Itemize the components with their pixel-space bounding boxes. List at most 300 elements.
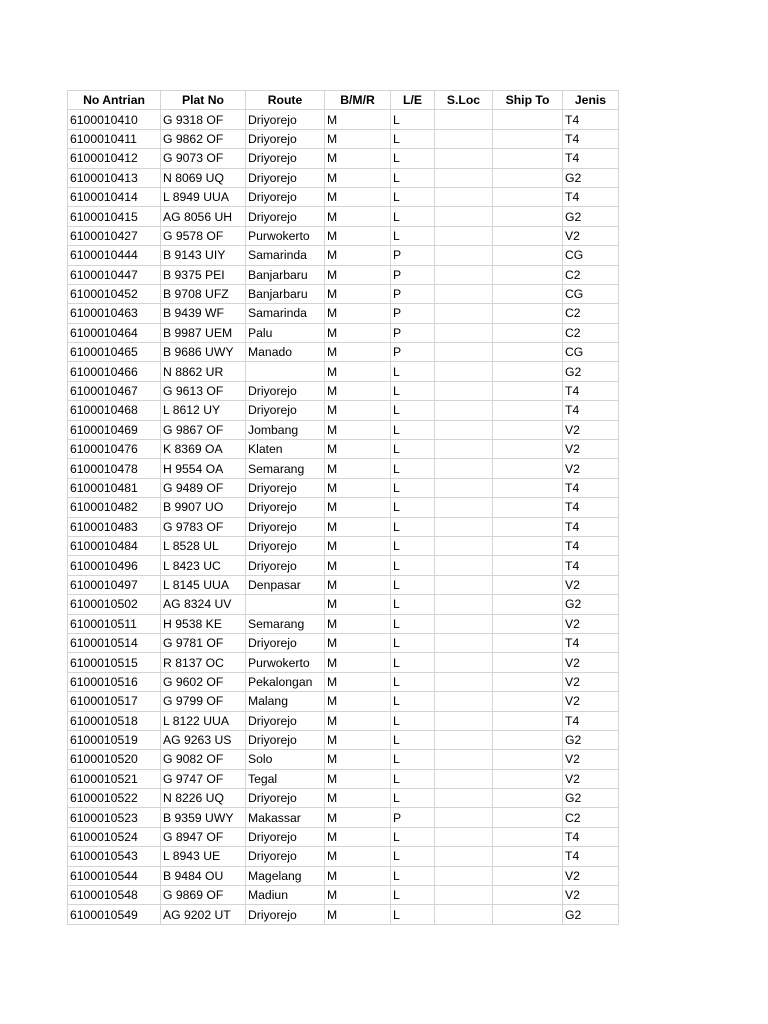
- route-cell: Banjarbaru: [246, 284, 325, 303]
- sloc-cell: [435, 459, 493, 478]
- ship-to-cell: [493, 149, 563, 168]
- table-row: [68, 905, 619, 924]
- sloc-cell: [435, 692, 493, 711]
- queue-number-cell: 6100010465: [68, 343, 161, 362]
- queue-number-cell: 6100010412: [68, 149, 161, 168]
- le-cell: L: [391, 168, 435, 187]
- table-row: [68, 362, 619, 381]
- route-cell: Magelang: [246, 866, 325, 885]
- queue-number-cell: 6100010413: [68, 168, 161, 187]
- plate-number-cell: G 9869 OF: [161, 886, 246, 905]
- bmr-cell: M: [325, 207, 391, 226]
- plate-number-cell: B 9439 WF: [161, 304, 246, 323]
- header-row: [68, 91, 619, 110]
- sloc-cell: [435, 149, 493, 168]
- jenis-cell: G2: [563, 905, 619, 924]
- bmr-cell: M: [325, 847, 391, 866]
- plate-number-cell: B 9484 OU: [161, 866, 246, 885]
- route-cell: Makassar: [246, 808, 325, 827]
- route-cell: Pekalongan: [246, 672, 325, 691]
- table-row: [68, 575, 619, 594]
- sloc-cell: [435, 905, 493, 924]
- route-cell: Semarang: [246, 614, 325, 633]
- route-cell: Driyorejo: [246, 168, 325, 187]
- queue-number-cell: 6100010497: [68, 575, 161, 594]
- sloc-cell: [435, 246, 493, 265]
- bmr-cell: M: [325, 750, 391, 769]
- plate-number-cell: L 8145 UUA: [161, 575, 246, 594]
- jenis-cell: T4: [563, 517, 619, 536]
- table-row: [68, 789, 619, 808]
- jenis-cell: G2: [563, 789, 619, 808]
- table-row: [68, 110, 619, 129]
- sloc-cell: [435, 323, 493, 342]
- route-cell: Samarinda: [246, 246, 325, 265]
- table-row: [68, 265, 619, 284]
- ship-to-cell: [493, 459, 563, 478]
- le-cell: L: [391, 381, 435, 400]
- bmr-cell: M: [325, 362, 391, 381]
- table-row: [68, 556, 619, 575]
- sloc-cell: [435, 595, 493, 614]
- ship-to-cell: [493, 381, 563, 400]
- route-cell: Driyorejo: [246, 401, 325, 420]
- table-row: [68, 808, 619, 827]
- route-cell: Driyorejo: [246, 517, 325, 536]
- le-cell: P: [391, 265, 435, 284]
- plate-number-cell: G 9783 OF: [161, 517, 246, 536]
- queue-number-cell: 6100010482: [68, 498, 161, 517]
- sloc-cell: [435, 536, 493, 555]
- jenis-cell: T4: [563, 633, 619, 652]
- ship-to-cell: [493, 866, 563, 885]
- jenis-cell: T4: [563, 478, 619, 497]
- route-cell: Purwokerto: [246, 653, 325, 672]
- ship-to-cell: [493, 478, 563, 497]
- sloc-cell: [435, 284, 493, 303]
- le-cell: L: [391, 614, 435, 633]
- ship-to-cell: [493, 265, 563, 284]
- plate-number-cell: L 8528 UL: [161, 536, 246, 555]
- le-cell: L: [391, 440, 435, 459]
- sloc-cell: [435, 381, 493, 400]
- bmr-cell: M: [325, 692, 391, 711]
- le-cell: L: [391, 362, 435, 381]
- table-row: [68, 711, 619, 730]
- plate-number-cell: G 9082 OF: [161, 750, 246, 769]
- bmr-cell: M: [325, 711, 391, 730]
- plate-number-cell: N 8862 UR: [161, 362, 246, 381]
- bmr-cell: M: [325, 284, 391, 303]
- le-cell: L: [391, 866, 435, 885]
- bmr-cell: M: [325, 827, 391, 846]
- le-cell: L: [391, 459, 435, 478]
- sloc-cell: [435, 304, 493, 323]
- queue-number-cell: 6100010514: [68, 633, 161, 652]
- le-cell: P: [391, 323, 435, 342]
- plate-number-cell: R 8137 OC: [161, 653, 246, 672]
- route-cell: Driyorejo: [246, 556, 325, 575]
- sloc-cell: [435, 672, 493, 691]
- jenis-cell: T4: [563, 110, 619, 129]
- sloc-cell: [435, 750, 493, 769]
- bmr-cell: M: [325, 440, 391, 459]
- route-cell: Driyorejo: [246, 149, 325, 168]
- route-cell: Semarang: [246, 459, 325, 478]
- table-row: [68, 207, 619, 226]
- jenis-cell: T4: [563, 847, 619, 866]
- queue-number-cell: 6100010464: [68, 323, 161, 342]
- route-cell: Madiun: [246, 886, 325, 905]
- sloc-cell: [435, 420, 493, 439]
- plate-number-cell: H 9554 OA: [161, 459, 246, 478]
- bmr-cell: M: [325, 110, 391, 129]
- column-header-bmr: B/M/R: [325, 91, 391, 110]
- le-cell: L: [391, 595, 435, 614]
- le-cell: L: [391, 672, 435, 691]
- ship-to-cell: [493, 711, 563, 730]
- le-cell: L: [391, 187, 435, 206]
- sloc-cell: [435, 711, 493, 730]
- plate-number-cell: B 9987 UEM: [161, 323, 246, 342]
- ship-to-cell: [493, 498, 563, 517]
- le-cell: L: [391, 556, 435, 575]
- jenis-cell: CG: [563, 284, 619, 303]
- route-cell: Samarinda: [246, 304, 325, 323]
- bmr-cell: M: [325, 653, 391, 672]
- le-cell: L: [391, 517, 435, 536]
- table-row: [68, 129, 619, 148]
- queue-number-cell: 6100010414: [68, 187, 161, 206]
- sloc-cell: [435, 498, 493, 517]
- jenis-cell: G2: [563, 595, 619, 614]
- plate-number-cell: G 9318 OF: [161, 110, 246, 129]
- plate-number-cell: L 8612 UY: [161, 401, 246, 420]
- queue-number-cell: 6100010411: [68, 129, 161, 148]
- le-cell: L: [391, 847, 435, 866]
- sloc-cell: [435, 633, 493, 652]
- queue-number-cell: 6100010415: [68, 207, 161, 226]
- bmr-cell: M: [325, 401, 391, 420]
- queue-number-cell: 6100010468: [68, 401, 161, 420]
- jenis-cell: T4: [563, 129, 619, 148]
- bmr-cell: M: [325, 420, 391, 439]
- bmr-cell: M: [325, 498, 391, 517]
- ship-to-cell: [493, 187, 563, 206]
- le-cell: P: [391, 246, 435, 265]
- jenis-cell: V2: [563, 750, 619, 769]
- column-header-jenis: Jenis: [563, 91, 619, 110]
- route-cell: Malang: [246, 692, 325, 711]
- sloc-cell: [435, 808, 493, 827]
- bmr-cell: M: [325, 149, 391, 168]
- table-row: [68, 498, 619, 517]
- le-cell: L: [391, 129, 435, 148]
- sloc-cell: [435, 827, 493, 846]
- queue-number-cell: 6100010484: [68, 536, 161, 555]
- table-row: [68, 149, 619, 168]
- bmr-cell: M: [325, 672, 391, 691]
- queue-number-cell: 6100010524: [68, 827, 161, 846]
- table-row: [68, 246, 619, 265]
- ship-to-cell: [493, 614, 563, 633]
- le-cell: L: [391, 730, 435, 749]
- jenis-cell: V2: [563, 866, 619, 885]
- queue-number-cell: 6100010466: [68, 362, 161, 381]
- route-cell: Driyorejo: [246, 711, 325, 730]
- le-cell: L: [391, 478, 435, 497]
- route-cell: Tegal: [246, 769, 325, 788]
- plate-number-cell: AG 9263 US: [161, 730, 246, 749]
- jenis-cell: T4: [563, 149, 619, 168]
- sloc-cell: [435, 575, 493, 594]
- sloc-cell: [435, 226, 493, 245]
- sloc-cell: [435, 265, 493, 284]
- le-cell: L: [391, 207, 435, 226]
- table-row: [68, 401, 619, 420]
- jenis-cell: T4: [563, 536, 619, 555]
- route-cell: Manado: [246, 343, 325, 362]
- plate-number-cell: G 9781 OF: [161, 633, 246, 652]
- ship-to-cell: [493, 401, 563, 420]
- ship-to-cell: [493, 808, 563, 827]
- le-cell: L: [391, 536, 435, 555]
- bmr-cell: M: [325, 246, 391, 265]
- plate-number-cell: K 8369 OA: [161, 440, 246, 459]
- jenis-cell: T4: [563, 498, 619, 517]
- queue-number-cell: 6100010518: [68, 711, 161, 730]
- jenis-cell: G2: [563, 730, 619, 749]
- jenis-cell: T4: [563, 711, 619, 730]
- plate-number-cell: N 8226 UQ: [161, 789, 246, 808]
- sloc-cell: [435, 401, 493, 420]
- route-cell: Driyorejo: [246, 498, 325, 517]
- jenis-cell: V2: [563, 440, 619, 459]
- sloc-cell: [435, 614, 493, 633]
- route-cell: Driyorejo: [246, 478, 325, 497]
- queue-number-cell: 6100010520: [68, 750, 161, 769]
- jenis-cell: C2: [563, 808, 619, 827]
- plate-number-cell: AG 9202 UT: [161, 905, 246, 924]
- column-header-sloc: S.Loc: [435, 91, 493, 110]
- jenis-cell: G2: [563, 207, 619, 226]
- plate-number-cell: L 8423 UC: [161, 556, 246, 575]
- sloc-cell: [435, 168, 493, 187]
- plate-number-cell: L 8122 UUA: [161, 711, 246, 730]
- ship-to-cell: [493, 769, 563, 788]
- plate-number-cell: B 9907 UO: [161, 498, 246, 517]
- queue-number-cell: 6100010549: [68, 905, 161, 924]
- ship-to-cell: [493, 129, 563, 148]
- jenis-cell: V2: [563, 614, 619, 633]
- table-row: [68, 440, 619, 459]
- jenis-cell: V2: [563, 692, 619, 711]
- bmr-cell: M: [325, 168, 391, 187]
- queue-number-cell: 6100010516: [68, 672, 161, 691]
- jenis-cell: V2: [563, 226, 619, 245]
- route-cell: Klaten: [246, 440, 325, 459]
- column-header-le: L/E: [391, 91, 435, 110]
- ship-to-cell: [493, 575, 563, 594]
- le-cell: L: [391, 498, 435, 517]
- queue-number-cell: 6100010444: [68, 246, 161, 265]
- ship-to-cell: [493, 343, 563, 362]
- jenis-cell: V2: [563, 459, 619, 478]
- route-cell: Driyorejo: [246, 536, 325, 555]
- jenis-cell: T4: [563, 187, 619, 206]
- jenis-cell: C2: [563, 265, 619, 284]
- plate-number-cell: G 9489 OF: [161, 478, 246, 497]
- le-cell: L: [391, 750, 435, 769]
- ship-to-cell: [493, 226, 563, 245]
- table-row: [68, 420, 619, 439]
- table-row: [68, 827, 619, 846]
- table-body: [68, 110, 619, 924]
- sloc-cell: [435, 478, 493, 497]
- table-row: [68, 633, 619, 652]
- queue-number-cell: 6100010476: [68, 440, 161, 459]
- plate-number-cell: L 8949 UUA: [161, 187, 246, 206]
- jenis-cell: V2: [563, 886, 619, 905]
- ship-to-cell: [493, 672, 563, 691]
- route-cell: [246, 362, 325, 381]
- table-row: [68, 886, 619, 905]
- queue-number-cell: 6100010511: [68, 614, 161, 633]
- ship-to-cell: [493, 362, 563, 381]
- bmr-cell: M: [325, 595, 391, 614]
- plate-number-cell: B 9375 PEI: [161, 265, 246, 284]
- queue-number-cell: 6100010469: [68, 420, 161, 439]
- le-cell: P: [391, 808, 435, 827]
- sloc-cell: [435, 769, 493, 788]
- plate-number-cell: L 8943 UE: [161, 847, 246, 866]
- ship-to-cell: [493, 827, 563, 846]
- queue-number-cell: 6100010447: [68, 265, 161, 284]
- column-header-plat-no: Plat No: [161, 91, 246, 110]
- ship-to-cell: [493, 750, 563, 769]
- plate-number-cell: G 9747 OF: [161, 769, 246, 788]
- ship-to-cell: [493, 246, 563, 265]
- plate-number-cell: B 9359 UWY: [161, 808, 246, 827]
- route-cell: Purwokerto: [246, 226, 325, 245]
- sloc-cell: [435, 440, 493, 459]
- route-cell: Jombang: [246, 420, 325, 439]
- route-cell: Driyorejo: [246, 847, 325, 866]
- jenis-cell: CG: [563, 246, 619, 265]
- queue-number-cell: 6100010523: [68, 808, 161, 827]
- queue-number-cell: 6100010522: [68, 789, 161, 808]
- le-cell: P: [391, 304, 435, 323]
- plate-number-cell: B 9686 UWY: [161, 343, 246, 362]
- bmr-cell: M: [325, 866, 391, 885]
- le-cell: L: [391, 827, 435, 846]
- plate-number-cell: G 9862 OF: [161, 129, 246, 148]
- column-header-ship-to: Ship To: [493, 91, 563, 110]
- plate-number-cell: G 9613 OF: [161, 381, 246, 400]
- bmr-cell: M: [325, 381, 391, 400]
- jenis-cell: V2: [563, 672, 619, 691]
- le-cell: L: [391, 226, 435, 245]
- sloc-cell: [435, 556, 493, 575]
- jenis-cell: V2: [563, 769, 619, 788]
- table-row: [68, 730, 619, 749]
- queue-number-cell: 6100010481: [68, 478, 161, 497]
- queue-number-cell: 6100010478: [68, 459, 161, 478]
- route-cell: Denpasar: [246, 575, 325, 594]
- ship-to-cell: [493, 556, 563, 575]
- le-cell: L: [391, 401, 435, 420]
- ship-to-cell: [493, 323, 563, 342]
- table-row: [68, 381, 619, 400]
- queue-number-cell: 6100010410: [68, 110, 161, 129]
- table-row: [68, 595, 619, 614]
- route-cell: Palu: [246, 323, 325, 342]
- le-cell: L: [391, 711, 435, 730]
- le-cell: L: [391, 886, 435, 905]
- ship-to-cell: [493, 440, 563, 459]
- ship-to-cell: [493, 886, 563, 905]
- queue-number-cell: 6100010517: [68, 692, 161, 711]
- ship-to-cell: [493, 730, 563, 749]
- queue-number-cell: 6100010515: [68, 653, 161, 672]
- table-row: [68, 187, 619, 206]
- plate-number-cell: AG 8324 UV: [161, 595, 246, 614]
- sloc-cell: [435, 343, 493, 362]
- table-row: [68, 769, 619, 788]
- route-cell: Driyorejo: [246, 789, 325, 808]
- ship-to-cell: [493, 789, 563, 808]
- table-row: [68, 672, 619, 691]
- bmr-cell: M: [325, 556, 391, 575]
- jenis-cell: T4: [563, 827, 619, 846]
- bmr-cell: M: [325, 323, 391, 342]
- table-row: [68, 323, 619, 342]
- route-cell: Driyorejo: [246, 633, 325, 652]
- ship-to-cell: [493, 284, 563, 303]
- route-cell: Driyorejo: [246, 827, 325, 846]
- route-cell: Driyorejo: [246, 381, 325, 400]
- table-row: [68, 866, 619, 885]
- plate-number-cell: G 9867 OF: [161, 420, 246, 439]
- queue-number-cell: 6100010519: [68, 730, 161, 749]
- sloc-cell: [435, 517, 493, 536]
- bmr-cell: M: [325, 517, 391, 536]
- plate-number-cell: G 9073 OF: [161, 149, 246, 168]
- sloc-cell: [435, 866, 493, 885]
- table-row: [68, 536, 619, 555]
- sloc-cell: [435, 187, 493, 206]
- route-cell: Banjarbaru: [246, 265, 325, 284]
- plate-number-cell: H 9538 KE: [161, 614, 246, 633]
- ship-to-cell: [493, 168, 563, 187]
- le-cell: P: [391, 343, 435, 362]
- table-row: [68, 692, 619, 711]
- route-cell: Driyorejo: [246, 129, 325, 148]
- table-row: [68, 284, 619, 303]
- sloc-cell: [435, 847, 493, 866]
- table-row: [68, 653, 619, 672]
- jenis-cell: G2: [563, 362, 619, 381]
- bmr-cell: M: [325, 886, 391, 905]
- ship-to-cell: [493, 536, 563, 555]
- jenis-cell: T4: [563, 401, 619, 420]
- bmr-cell: M: [325, 478, 391, 497]
- table-row: [68, 614, 619, 633]
- table-row: [68, 168, 619, 187]
- bmr-cell: M: [325, 575, 391, 594]
- bmr-cell: M: [325, 459, 391, 478]
- ship-to-cell: [493, 207, 563, 226]
